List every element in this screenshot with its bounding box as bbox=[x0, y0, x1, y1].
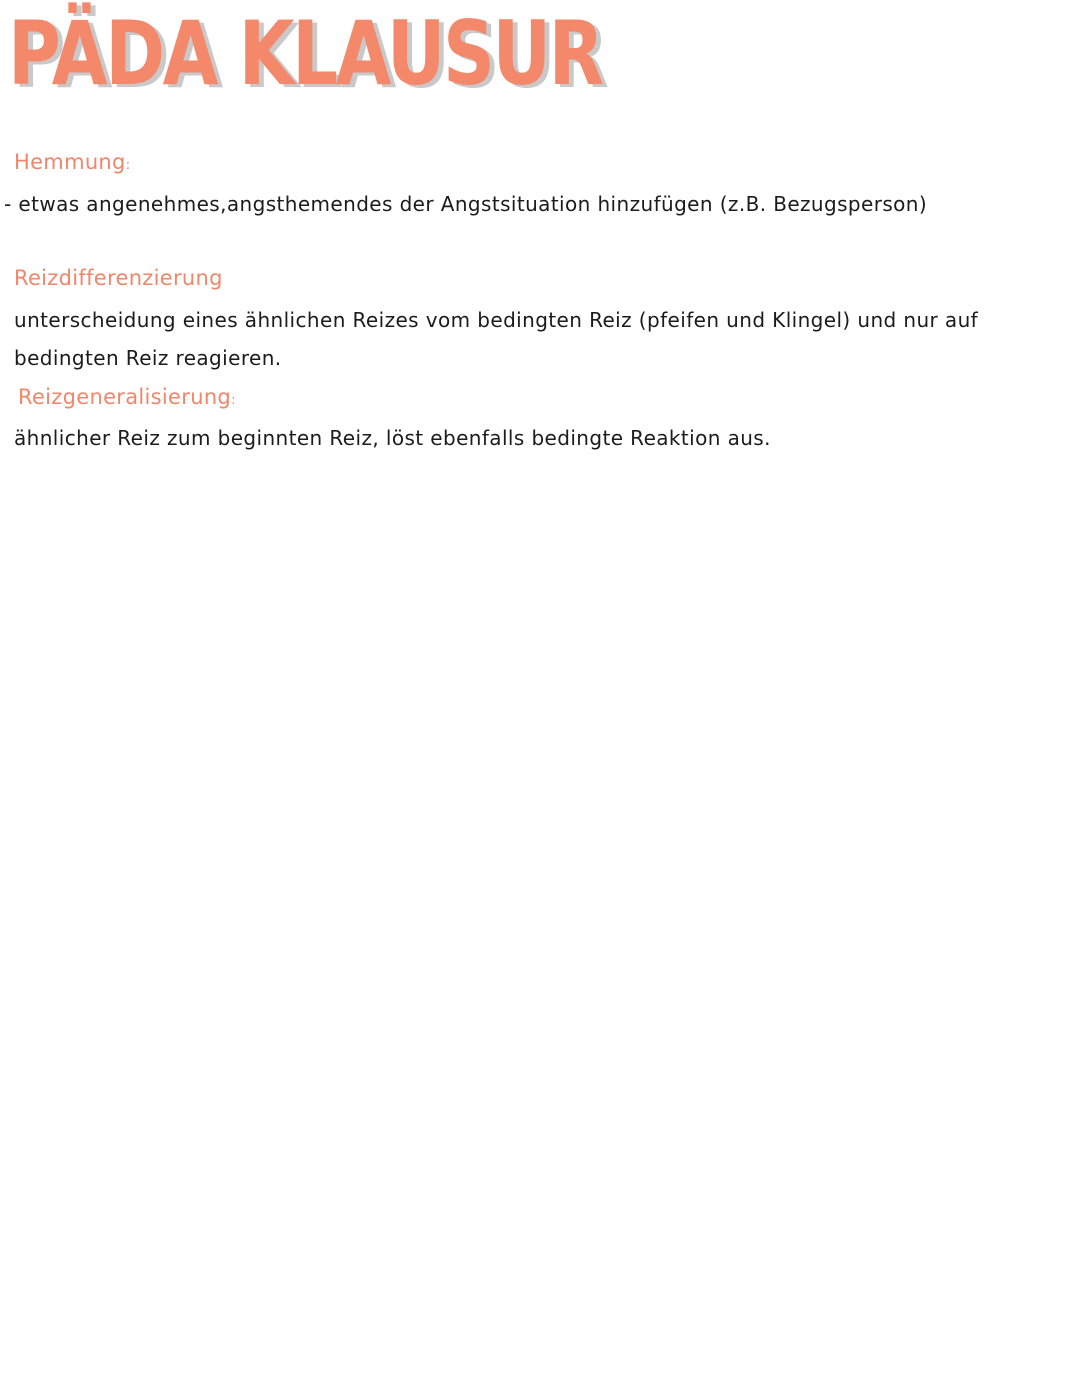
note-line: - etwas angenehmes,angsthemendes der Angstsituation hinzufügen (z.B. Bezugsperson) bbox=[4, 192, 928, 216]
heading-colon: : bbox=[231, 393, 236, 408]
section-heading-reizdifferenzierung bbox=[14, 266, 223, 290]
note-line: unterscheidung eines ähnlichen Reizes vom bedingten Reiz (pfeifen und Klingel) und nur auf bbox=[14, 308, 979, 332]
note-line: ähnlicher Reiz zum beginnten Reiz, löst ebenfalls bedingte Reaktion aus. bbox=[14, 426, 771, 450]
heading-text: Reizgeneralisierung bbox=[18, 385, 232, 409]
heading-text: Hemmung bbox=[14, 150, 126, 174]
section-heading-reizgeneralisierung bbox=[18, 385, 236, 409]
heading-text: Reizdifferenzierung bbox=[14, 266, 223, 290]
section-heading-hemmung bbox=[14, 150, 130, 174]
heading-colon: : bbox=[125, 158, 131, 173]
page-title: PÄDA KLAUSUR bbox=[8, 2, 602, 105]
note-line: bedingten Reiz reagieren. bbox=[14, 346, 282, 370]
